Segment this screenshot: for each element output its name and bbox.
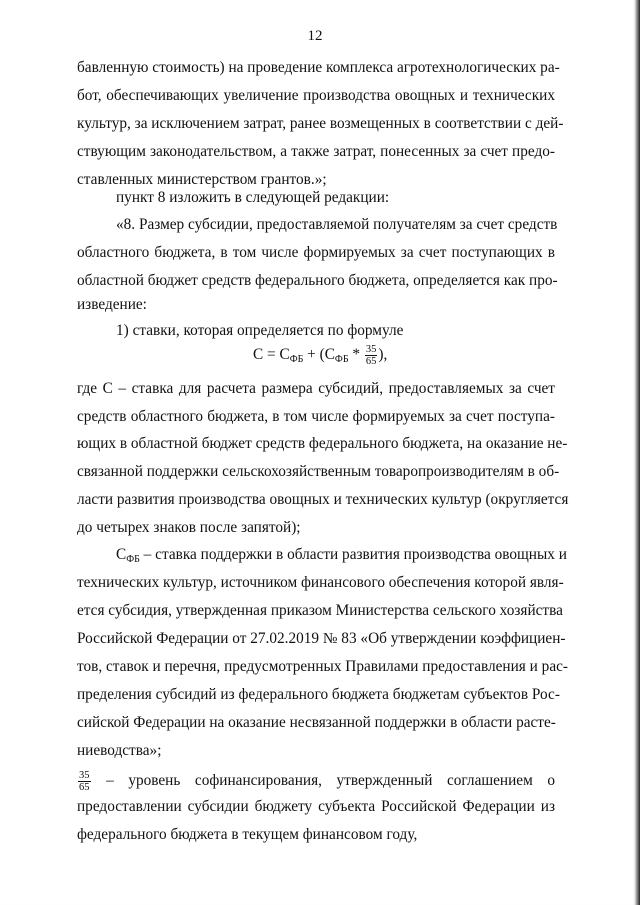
text-line: областной бюджет средств федерального бюджета, определяется как про- [77,272,558,289]
text-line: ется субсидия, утвержденная приказом Министерства сельского хозяйства [77,602,563,619]
text-line: бот, обеспечивающих увеличение производства овощных и технических [77,87,555,104]
text-line: технических культур, источником финансового обеспечения которой явля- [77,574,564,591]
text-line: «8. Размер субсидии, предоставляемой получателям за счет средств [116,216,558,233]
text-line: ниеводства»; [77,742,162,759]
text-line: средств областного бюджета, в том числе формируемых за счет поступа- [77,408,555,425]
text-line: предоставлении субсидии бюджету субъекта Российской Федерации из [77,798,555,815]
text-line: связанной поддержки сельскохозяйственным товаропроизводителям в об- [77,463,560,480]
page-number: 12 [307,28,323,44]
formula-plus: + ( [303,346,325,364]
text-line: ставленных министерством грантов.»; [77,171,327,188]
formula-cfb: С [279,346,290,364]
ratio-numerator: 35 [79,770,90,781]
formula-close: ), [378,346,388,364]
text-line-ratio [77,770,555,793]
text-line: ющих в областной бюджет средств федерального бюджета, на оказание не- [77,435,568,452]
text-line: пределения субсидий из федерального бюджета бюджетам субъектов Рос- [77,686,560,703]
fraction-denominator: 65 [365,356,377,367]
formula-sub: ФБ [289,354,304,366]
text-line: тов, ставок и перечня, предусмотренных Правилами предоставления и рас- [77,658,568,675]
formula-sub-2: ФБ [334,354,349,366]
text-line: федерального бюджета в текущем финансовом году, [77,826,418,843]
text-line: ствующим законодательством, а также затрат, понесенных за счет предо- [77,143,555,160]
text-line: пункт 8 изложить в следующей редакции: [116,189,390,206]
ratio-fraction [78,770,91,793]
text-line: бавленную стоимость) на проведение комплекса агротехнологических ра- [77,59,560,76]
ratio-denominator: 65 [79,782,90,793]
text-line: до четырех знаков после запятой); [77,519,301,536]
text-line: областного бюджета, в том числе формируемых за счет поступающих в [77,244,555,261]
fraction-numerator: 35 [365,344,377,355]
text-line: Российской Федерации от 27.02.2019 № 83 «Об утверждении коэффициен- [77,630,566,647]
formula-c: С [253,346,264,364]
text-line: где С – ставка для расчета размера субсидий, предоставляемых за счет [77,380,555,397]
cfb-symbol: С [116,546,127,563]
text-line-cfb [116,546,567,569]
text-line: сийской Федерации на оказание несвязанной поддержки в области расте- [77,714,556,731]
formula-eq: = [263,346,280,364]
text-line: культур, за исключением затрат, ранее возмещенных в соответствии с дей- [77,115,564,132]
formula-mult: * [348,346,364,364]
text-line: изведение: [77,296,147,313]
text-line: 1) ставки, которая определяется по формуле [116,322,404,339]
formula [253,344,387,367]
scan-edge-shadow [634,0,640,905]
cfb-subscript: ФБ [126,554,140,565]
cfb-text: – ставка поддержки в области развития производства овощных и [139,546,567,563]
formula-cfb-2: С [324,346,335,364]
formula-fraction [365,344,378,367]
ratio-text: – уровень софинансирования, утвержденный соглашением о [91,772,555,790]
text-line: ласти развития производства овощных и технических культур (округляется [77,491,569,508]
